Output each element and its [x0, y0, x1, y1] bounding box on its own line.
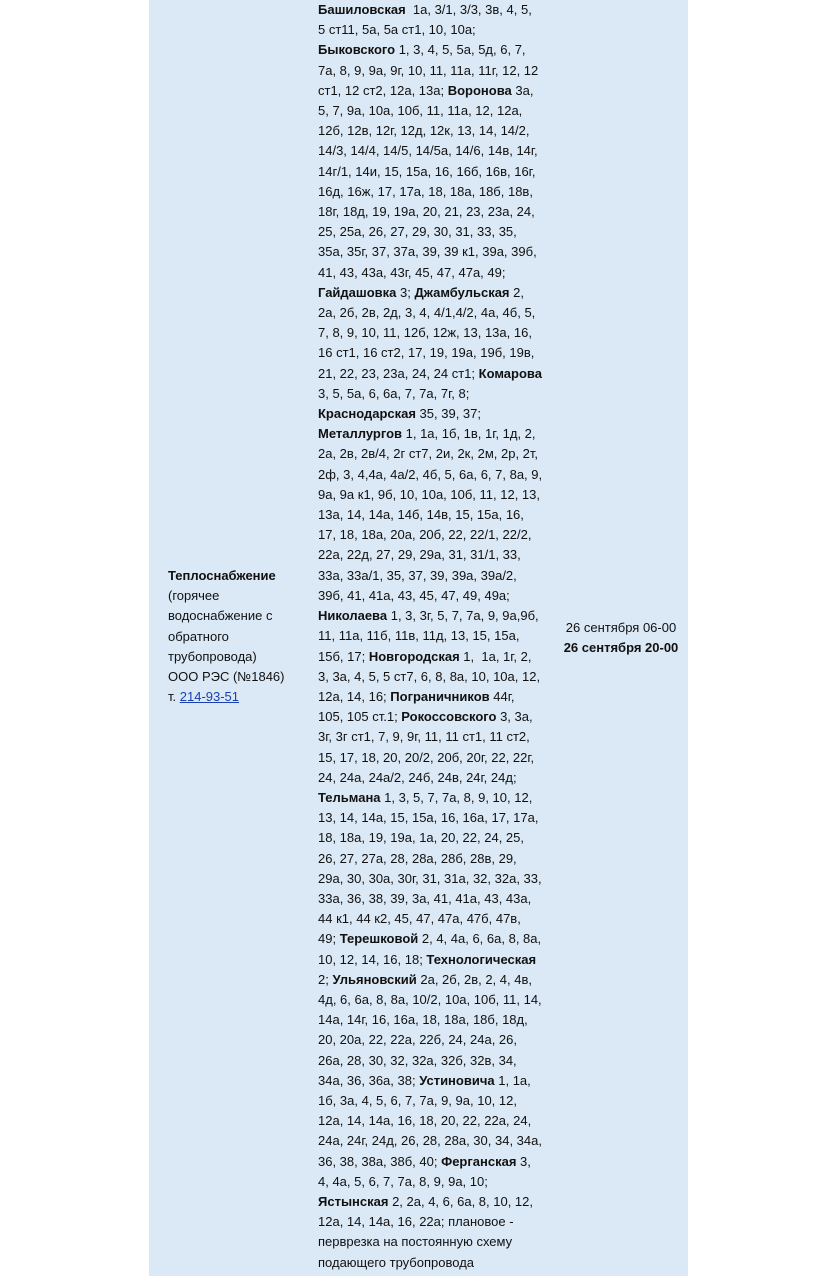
- house-numbers: 24, 24а, 24а/2, 24б, 24в, 24г, 24д;: [318, 769, 517, 785]
- service-detail-line: водоснабжение с: [168, 608, 273, 624]
- house-numbers: 4, 4а, 5, 6, 7, 7а, 8, 9, 9а, 10;: [318, 1173, 488, 1189]
- address-line: [318, 1152, 554, 1172]
- service-detail-line: (горячее: [168, 588, 220, 604]
- address-line: [318, 162, 554, 182]
- address-line: [318, 61, 554, 81]
- address-line: [318, 727, 554, 747]
- address-line: [318, 222, 554, 242]
- address-line: [318, 647, 554, 667]
- phone-link[interactable]: 214-93-51: [179, 689, 240, 705]
- street-name: Ферганская: [441, 1153, 517, 1169]
- house-numbers: 14/3, 14/4, 14/5, 14/5а, 14/6, 14в, 14г,: [318, 143, 538, 159]
- house-numbers: 36, 38, 38а, 38б, 40;: [318, 1153, 442, 1169]
- house-numbers: 34а, 36, 36а, 38;: [318, 1072, 420, 1088]
- address-line: [318, 909, 554, 929]
- house-numbers: 9а, 9а к1, 9б, 10, 10а, 10б, 11, 12, 13,: [318, 486, 540, 502]
- house-numbers: 7, 8, 9, 10, 11, 12б, 12ж, 13, 13а, 16,: [318, 325, 532, 341]
- house-numbers: подающего трубопровода: [318, 1254, 475, 1270]
- address-line: [318, 788, 554, 808]
- street-name: Новгородская: [368, 648, 460, 664]
- address-line: [318, 525, 554, 545]
- street-name: Джамбульская: [414, 284, 510, 300]
- address-line: [318, 0, 554, 20]
- street-name: Быковского: [318, 42, 396, 58]
- street-name: Ястынская: [318, 1193, 389, 1209]
- house-numbers: 44 к1, 44 к2, 45, 47, 47а, 47б, 47в,: [318, 911, 521, 927]
- address-line: [318, 121, 554, 141]
- house-numbers: 21, 22, 23, 23а, 24, 24 ст1;: [318, 365, 479, 381]
- house-numbers: 39б, 41, 41а, 43, 45, 47, 49, 49а;: [318, 587, 510, 603]
- address-line: [318, 424, 554, 444]
- house-numbers: 10, 12, 14, 16, 18;: [318, 951, 427, 967]
- house-numbers: 2;: [318, 971, 333, 987]
- address-line: [318, 465, 554, 485]
- street-name: Комарова: [478, 365, 542, 381]
- house-numbers: 2а, 2б, 2в, 2д, 3, 4, 4/1,4/2, 4а, 4б, 5,: [318, 305, 536, 321]
- street-name: Краснодарская: [318, 406, 416, 422]
- house-numbers: 11, 11а, 11б, 11в, 11д, 13, 15, 15а,: [318, 628, 520, 644]
- address-line: [318, 384, 554, 404]
- address-line: [318, 849, 554, 869]
- address-line: [318, 101, 554, 121]
- house-numbers: 29а, 30, 30а, 30г, 31, 31а, 32, 32а, 33,: [318, 870, 542, 886]
- house-numbers: 3, 3а,: [496, 709, 533, 725]
- street-name: Гайдашовка: [318, 284, 397, 300]
- street-name: Воронова: [447, 82, 512, 98]
- house-numbers: 14г/1, 14и, 15, 15а, 16, 16б, 16в, 16г,: [318, 163, 536, 179]
- house-numbers: 2,: [509, 284, 524, 300]
- address-line: [318, 626, 554, 646]
- address-line: [318, 1091, 554, 1111]
- address-line: [318, 323, 554, 343]
- service-provider: ООО РЭС (№1846): [168, 669, 285, 685]
- house-numbers: 1, 1а, 1б, 1в, 1г, 1д, 2,: [402, 426, 536, 442]
- house-numbers: 3;: [396, 284, 415, 300]
- address-line: [318, 1192, 554, 1212]
- address-line: [318, 505, 554, 525]
- house-numbers: 3г, 3г ст1, 7, 9, 9г, 11, 11 ст1, 11 ст2,: [318, 729, 530, 745]
- address-line: [318, 343, 554, 363]
- address-line: [318, 1030, 554, 1050]
- address-line: [318, 485, 554, 505]
- house-numbers: 5, 7, 9а, 10а, 10б, 11, 11а, 12, 12а,: [318, 103, 523, 119]
- address-line: [318, 303, 554, 323]
- house-numbers: 1а, 3/1, 3/3, 3в, 4, 5,: [405, 2, 532, 17]
- house-numbers: 2а, 2б, 2в, 2, 4, 4в,: [416, 971, 532, 987]
- address-line: [318, 404, 554, 424]
- address-line: [318, 990, 554, 1010]
- address-line: [318, 687, 554, 707]
- house-numbers: 35, 39, 37;: [415, 406, 481, 422]
- address-line: [318, 182, 554, 202]
- address-line: [318, 141, 554, 161]
- house-numbers: 16д, 16ж, 17, 17а, 18, 18а, 18б, 18в,: [318, 183, 533, 199]
- address-line: [318, 606, 554, 626]
- address-line: [318, 545, 554, 565]
- address-line: [318, 566, 554, 586]
- house-numbers: 33а, 36, 38, 39, 3а, 41, 41а, 43, 43а,: [318, 890, 532, 906]
- address-line: [318, 950, 554, 970]
- address-line: [318, 263, 554, 283]
- address-line: [318, 40, 554, 60]
- address-line: [318, 202, 554, 222]
- house-numbers: 18, 18а, 19, 19а, 1а, 20, 22, 24, 25,: [318, 830, 525, 846]
- service-title: Теплоснабжение: [168, 568, 276, 583]
- street-name: Терешковой: [339, 931, 419, 947]
- house-numbers: 13а, 14, 14а, 14б, 14в, 15, 15а, 16,: [318, 507, 524, 523]
- address-line: [318, 242, 554, 262]
- service-phone-line: [168, 687, 304, 707]
- street-name: Николаева: [318, 608, 388, 624]
- address-line: [318, 1071, 554, 1091]
- house-numbers: 12а, 14, 16;: [318, 688, 391, 704]
- address-line: [318, 808, 554, 828]
- house-numbers: 2ф, 3, 4,4а, 4а/2, 4б, 5, 6а, 6, 7, 8а, 9,: [318, 466, 543, 482]
- address-line: [318, 970, 554, 990]
- address-line: [318, 1051, 554, 1071]
- address-line: [318, 889, 554, 909]
- house-numbers: 3, 3а, 4, 5, 5 ст7, 6, 8, 8а, 10, 10а, 12,: [318, 668, 541, 684]
- house-numbers: 15, 17, 18, 20, 20/2, 20б, 20г, 22, 22г,: [318, 749, 535, 765]
- address-line: [318, 1253, 554, 1273]
- house-numbers: 20, 20а, 22, 22а, 22б, 24, 24а, 26,: [318, 1032, 517, 1048]
- street-name: Тельмана: [318, 789, 381, 805]
- address-line: [318, 1010, 554, 1030]
- address-line: [318, 444, 554, 464]
- address-line: [318, 1232, 554, 1252]
- address-line: [318, 586, 554, 606]
- house-numbers: 22а, 22д, 27, 29, 29а, 31, 31/1, 33,: [318, 547, 521, 563]
- house-numbers: 49;: [318, 931, 340, 947]
- house-numbers: 26а, 28, 30, 32, 32а, 32б, 32в, 34,: [318, 1052, 517, 1068]
- address-line: [318, 748, 554, 768]
- outage-end-date: 26 сентября 20-00: [563, 640, 679, 656]
- service-detail-line: трубопровода): [168, 648, 257, 664]
- house-numbers: 12б, 12в, 12г, 12д, 12к, 13, 14, 14/2,: [318, 123, 530, 139]
- street-name: Технологическая: [426, 951, 537, 967]
- house-numbers: 1, 3, 4, 5, 5а, 5д, 6, 7,: [395, 42, 526, 58]
- house-numbers: 17, 18, 18а, 20а, 20б, 22, 22/1, 22/2,: [318, 527, 532, 543]
- street-name: Ульяновский: [332, 971, 417, 987]
- house-numbers: 25, 25а, 26, 27, 29, 30, 31, 33, 35,: [318, 224, 517, 240]
- service-detail-line: обратного: [168, 628, 229, 644]
- house-numbers: 3а,: [511, 82, 534, 98]
- house-numbers: 16 ст1, 16 ст2, 17, 19, 19а, 19б, 19в,: [318, 345, 535, 361]
- street-name: Устиновича: [419, 1072, 495, 1088]
- house-numbers: ст1, 12 ст2, 12а, 13а;: [318, 82, 448, 98]
- house-numbers: 5 ст11, 5а, 5а ст1, 10, 10а;: [318, 22, 476, 38]
- address-line: [318, 20, 554, 40]
- address-line: [318, 1111, 554, 1131]
- address-line: [318, 1172, 554, 1192]
- house-numbers: 2, 4, 4а, 6, 6а, 8, 8а,: [418, 931, 542, 947]
- house-numbers: 13, 14, 14а, 15, 15а, 16, 16а, 17, 17а,: [318, 810, 539, 826]
- house-numbers: 44г,: [489, 688, 515, 704]
- dates-cell: [554, 618, 688, 658]
- address-line: [318, 364, 554, 384]
- house-numbers: 18г, 18д, 19, 19а, 20, 21, 23, 23а, 24,: [318, 204, 535, 220]
- house-numbers: 14а, 14г, 16, 16а, 18, 18а, 18б, 18д,: [318, 1012, 528, 1028]
- address-line: [318, 1212, 554, 1232]
- street-name: Пограничников: [390, 688, 490, 704]
- house-numbers: 1б, 3а, 4, 5, 6, 7, 7а, 9, 9а, 10, 12,: [318, 1092, 517, 1108]
- house-numbers: 12а, 14, 14а, 16, 18, 20, 22, 22а, 24,: [318, 1113, 532, 1129]
- address-line: [318, 707, 554, 727]
- service-cell: [168, 566, 304, 707]
- street-name: Металлургов: [318, 426, 403, 442]
- outage-start-date: 26 сентября 06-00: [565, 620, 677, 635]
- address-line: [318, 1131, 554, 1151]
- address-line: [318, 828, 554, 848]
- house-numbers: 1, 3, 3г, 5, 7, 7а, 9, 9а,9б,: [387, 608, 539, 624]
- address-line: [318, 283, 554, 303]
- address-line: [318, 768, 554, 788]
- address-line: [318, 81, 554, 101]
- house-numbers: 4д, 6, 6а, 8, 8а, 10/2, 10а, 10б, 11, 14,: [318, 991, 542, 1007]
- house-numbers: 1, 3, 5, 7, 7а, 8, 9, 10, 12,: [380, 789, 533, 805]
- house-numbers: 2а, 2в, 2в/4, 2г ст7, 2и, 2к, 2м, 2р, 2т,: [318, 446, 539, 462]
- house-numbers: 7а, 8, 9, 9а, 9г, 10, 11, 11а, 11г, 12, 12: [318, 62, 539, 78]
- house-numbers: 12а, 14, 14а, 16, 22а; плановое -: [318, 1214, 514, 1230]
- house-numbers: 105, 105 ст.1;: [318, 709, 402, 725]
- house-numbers: 33а, 33а/1, 35, 37, 39, 39а, 39а/2,: [318, 567, 517, 583]
- house-numbers: 26, 27, 27а, 28, 28а, 28б, 28в, 29,: [318, 850, 517, 866]
- house-numbers: 3, 5, 5а, 6, 6а, 7, 7а, 7г, 8;: [318, 385, 470, 401]
- outage-table-row: [149, 0, 688, 1276]
- addresses-cell: [318, 0, 554, 1273]
- house-numbers: 41, 43, 43а, 43г, 45, 47, 47а, 49;: [318, 264, 506, 280]
- house-numbers: 1, 1а, 1г, 2,: [459, 648, 532, 664]
- house-numbers: 24а, 24г, 24д, 26, 28, 28а, 30, 34, 34а,: [318, 1133, 542, 1149]
- street-name: Рокоссовского: [401, 709, 497, 725]
- address-line: [318, 667, 554, 687]
- house-numbers: 35а, 35г, 37, 37а, 39, 39 к1, 39а, 39б,: [318, 244, 537, 260]
- street-name: Башиловская: [318, 2, 406, 17]
- house-numbers: 3,: [516, 1153, 531, 1169]
- house-numbers: перврезка на постоянную схему: [318, 1234, 513, 1250]
- address-line: [318, 929, 554, 949]
- house-numbers: 2, 2а, 4, 6, 6а, 8, 10, 12,: [388, 1193, 534, 1209]
- phone-prefix: т.: [168, 689, 180, 705]
- house-numbers: 1, 1а,: [494, 1072, 531, 1088]
- house-numbers: 15б, 17;: [318, 648, 369, 664]
- address-line: [318, 869, 554, 889]
